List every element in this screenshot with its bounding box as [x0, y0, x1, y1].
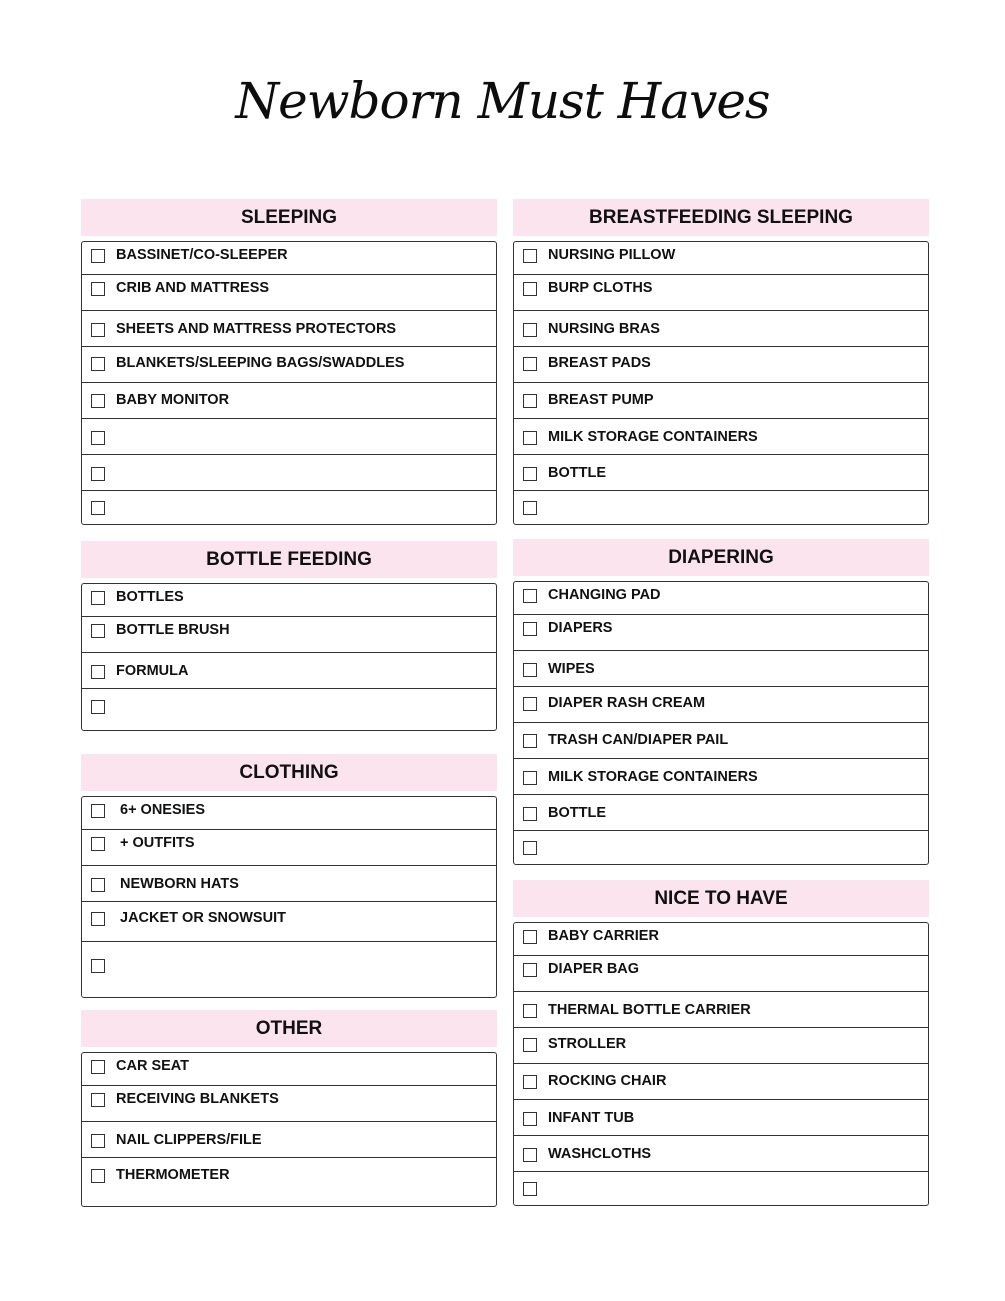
- checklist-item-label: CRIB AND MATTRESS: [116, 280, 270, 296]
- checkbox[interactable]: [523, 807, 537, 821]
- checkbox[interactable]: [523, 930, 537, 944]
- checklist-row: [514, 275, 928, 311]
- checklist-item-label: WIPES: [548, 661, 595, 677]
- checklist-item-label: WASHCLOTHS: [548, 1146, 652, 1162]
- checklist: [81, 583, 497, 731]
- checklist-item-label: NURSING BRAS: [548, 321, 660, 337]
- checklist-row: [514, 1064, 928, 1100]
- checkbox[interactable]: [91, 357, 105, 371]
- checklist-item-label: BREAST PUMP: [548, 392, 654, 408]
- checklist-row: [82, 1158, 496, 1206]
- checkbox[interactable]: [91, 624, 105, 638]
- checklist-row: [514, 1100, 928, 1136]
- checkbox[interactable]: [91, 700, 105, 714]
- checkbox[interactable]: [523, 734, 537, 748]
- checklist-row: [82, 242, 496, 275]
- checklist-item-label: MILK STORAGE CONTAINERS: [548, 769, 758, 785]
- checklist-row: [514, 1136, 928, 1172]
- checklist-row: [514, 419, 928, 455]
- checkbox[interactable]: [91, 959, 105, 973]
- checklist-row: [514, 759, 928, 795]
- checklist-row: [82, 491, 496, 524]
- checklist-row: [514, 923, 928, 956]
- checklist-row: [82, 653, 496, 689]
- checklist: [513, 922, 929, 1206]
- checkbox[interactable]: [523, 501, 537, 515]
- checkbox[interactable]: [523, 357, 537, 371]
- checklist-item-label: JACKET OR SNOWSUIT: [120, 910, 286, 926]
- checklist-row: [514, 311, 928, 347]
- checkbox[interactable]: [91, 1134, 105, 1148]
- checkbox[interactable]: [523, 771, 537, 785]
- checklist-row: [82, 1086, 496, 1122]
- checklist-row: [82, 866, 496, 902]
- checkbox[interactable]: [91, 665, 105, 679]
- checkbox[interactable]: [523, 1004, 537, 1018]
- checklist-item-label: BURP CLOTHS: [548, 280, 653, 296]
- checkbox[interactable]: [523, 1075, 537, 1089]
- checklist: [81, 796, 497, 998]
- checkbox[interactable]: [523, 323, 537, 337]
- checklist-row: [82, 797, 496, 830]
- checkbox[interactable]: [523, 622, 537, 636]
- checklist-row: [82, 383, 496, 419]
- checkbox[interactable]: [523, 1148, 537, 1162]
- checklist-item-label: CHANGING PAD: [548, 587, 661, 603]
- checklist-row: [514, 582, 928, 615]
- checkbox[interactable]: [91, 591, 105, 605]
- checklist-item-label: MILK STORAGE CONTAINERS: [548, 429, 758, 445]
- checklist-row: [82, 347, 496, 383]
- page-title: Newborn Must Haves: [235, 72, 770, 130]
- checklist-item-label: BABY CARRIER: [548, 928, 659, 944]
- checklist-item-label: BOTTLE: [548, 805, 606, 821]
- checklist-item-label: 6+ ONESIES: [120, 802, 206, 818]
- checklist: [513, 581, 929, 865]
- checklist-row: [82, 584, 496, 617]
- checklist-item-label: THERMAL BOTTLE CARRIER: [548, 1002, 751, 1018]
- checkbox[interactable]: [523, 431, 537, 445]
- checkbox[interactable]: [523, 1112, 537, 1126]
- checkbox[interactable]: [91, 467, 105, 481]
- checklist-item-label: CAR SEAT: [116, 1058, 190, 1074]
- section-other: [81, 1010, 497, 1207]
- checklist-row: [82, 902, 496, 942]
- checklist-row: [514, 723, 928, 759]
- checkbox[interactable]: [91, 323, 105, 337]
- checklist-item-label: BASSINET/CO-SLEEPER: [116, 247, 288, 263]
- checklist-row: [514, 687, 928, 723]
- checklist-item-label: BOTTLE BRUSH: [116, 622, 230, 638]
- checkbox[interactable]: [91, 282, 105, 296]
- checklist-item-label: THERMOMETER: [116, 1167, 230, 1183]
- section-diapering: [513, 539, 929, 865]
- checklist-row: [514, 956, 928, 992]
- section-sleeping: [81, 199, 497, 525]
- checklist-row: [82, 942, 496, 997]
- section-header: BOTTLE FEEDING: [81, 541, 497, 578]
- checklist-item-label: RECEIVING BLANKETS: [116, 1091, 279, 1107]
- section-header: NICE TO HAVE: [513, 880, 929, 917]
- section-nice-to-have: [513, 880, 929, 1206]
- checklist-item-label: INFANT TUB: [548, 1110, 635, 1126]
- checklist-item-label: + OUTFITS: [120, 835, 195, 851]
- checkbox[interactable]: [523, 467, 537, 481]
- checkbox[interactable]: [91, 1169, 105, 1183]
- checklist-row: [82, 275, 496, 311]
- checklist-item-label: BLANKETS/SLEEPING BAGS/SWADDLES: [116, 355, 405, 371]
- section-header: CLOTHING: [81, 754, 497, 791]
- checklist-row: [82, 1053, 496, 1086]
- checklist: [81, 241, 497, 525]
- checklist: [81, 1052, 497, 1207]
- checkbox[interactable]: [91, 837, 105, 851]
- checklist-row: [514, 242, 928, 275]
- checklist-item-label: DIAPER BAG: [548, 961, 640, 977]
- checklist-row: [514, 1028, 928, 1064]
- checklist-item-label: BOTTLE: [548, 465, 606, 481]
- checklist-row: [82, 617, 496, 653]
- checklist-row: [514, 347, 928, 383]
- checkbox[interactable]: [91, 878, 105, 892]
- checklist-row: [82, 419, 496, 455]
- checkbox[interactable]: [523, 1038, 537, 1052]
- checklist-row: [514, 795, 928, 831]
- checklist-item-label: TRASH CAN/DIAPER PAIL: [548, 732, 729, 748]
- checkbox[interactable]: [523, 1182, 537, 1196]
- section-bottle-feeding: [81, 541, 497, 731]
- checklist-row: [82, 830, 496, 866]
- section-header: OTHER: [81, 1010, 497, 1047]
- checklist-item-label: NEWBORN HATS: [120, 876, 239, 892]
- checklist-row: [514, 491, 928, 524]
- checklist-row: [82, 311, 496, 347]
- checklist-row: [514, 383, 928, 419]
- checklist-row: [82, 689, 496, 730]
- checkbox[interactable]: [523, 663, 537, 677]
- checklist-row: [82, 1122, 496, 1158]
- checklist-row: [514, 455, 928, 491]
- checklist-item-label: NAIL CLIPPERS/FILE: [116, 1132, 262, 1148]
- checklist-item-label: NURSING PILLOW: [548, 247, 676, 263]
- checklist-item-label: BOTTLES: [116, 589, 184, 605]
- checklist-row: [514, 1172, 928, 1205]
- checklist-item-label: BABY MONITOR: [116, 392, 230, 408]
- checkbox[interactable]: [91, 912, 105, 926]
- checkbox[interactable]: [523, 841, 537, 855]
- checkbox[interactable]: [91, 249, 105, 263]
- checkbox[interactable]: [91, 394, 105, 408]
- checklist-item-label: DIAPERS: [548, 620, 613, 636]
- checkbox[interactable]: [523, 282, 537, 296]
- checklist-row: [514, 615, 928, 651]
- checkbox[interactable]: [91, 501, 105, 515]
- checklist: [513, 241, 929, 525]
- checklist-item-label: STROLLER: [548, 1036, 627, 1052]
- checklist-item-label: DIAPER RASH CREAM: [548, 695, 706, 711]
- section-clothing: [81, 754, 497, 998]
- checklist-row: [514, 992, 928, 1028]
- checkbox[interactable]: [91, 804, 105, 818]
- checklist-row: [514, 831, 928, 864]
- checkbox[interactable]: [91, 431, 105, 445]
- checkbox[interactable]: [523, 249, 537, 263]
- checkbox[interactable]: [91, 1060, 105, 1074]
- checklist-item-label: ROCKING CHAIR: [548, 1073, 667, 1089]
- section-header: DIAPERING: [513, 539, 929, 576]
- section-breastfeeding-sleeping: [513, 199, 929, 525]
- checkbox[interactable]: [523, 963, 537, 977]
- checkbox[interactable]: [523, 589, 537, 603]
- checklist-item-label: BREAST PADS: [548, 355, 651, 371]
- checkbox[interactable]: [523, 697, 537, 711]
- checklist-item-label: FORMULA: [116, 663, 189, 679]
- checklist-row: [82, 455, 496, 491]
- checkbox[interactable]: [523, 394, 537, 408]
- section-header: BREASTFEEDING SLEEPING: [513, 199, 929, 236]
- checklist-row: [514, 651, 928, 687]
- checklist-item-label: SHEETS AND MATTRESS PROTECTORS: [116, 321, 397, 337]
- section-header: SLEEPING: [81, 199, 497, 236]
- checkbox[interactable]: [91, 1093, 105, 1107]
